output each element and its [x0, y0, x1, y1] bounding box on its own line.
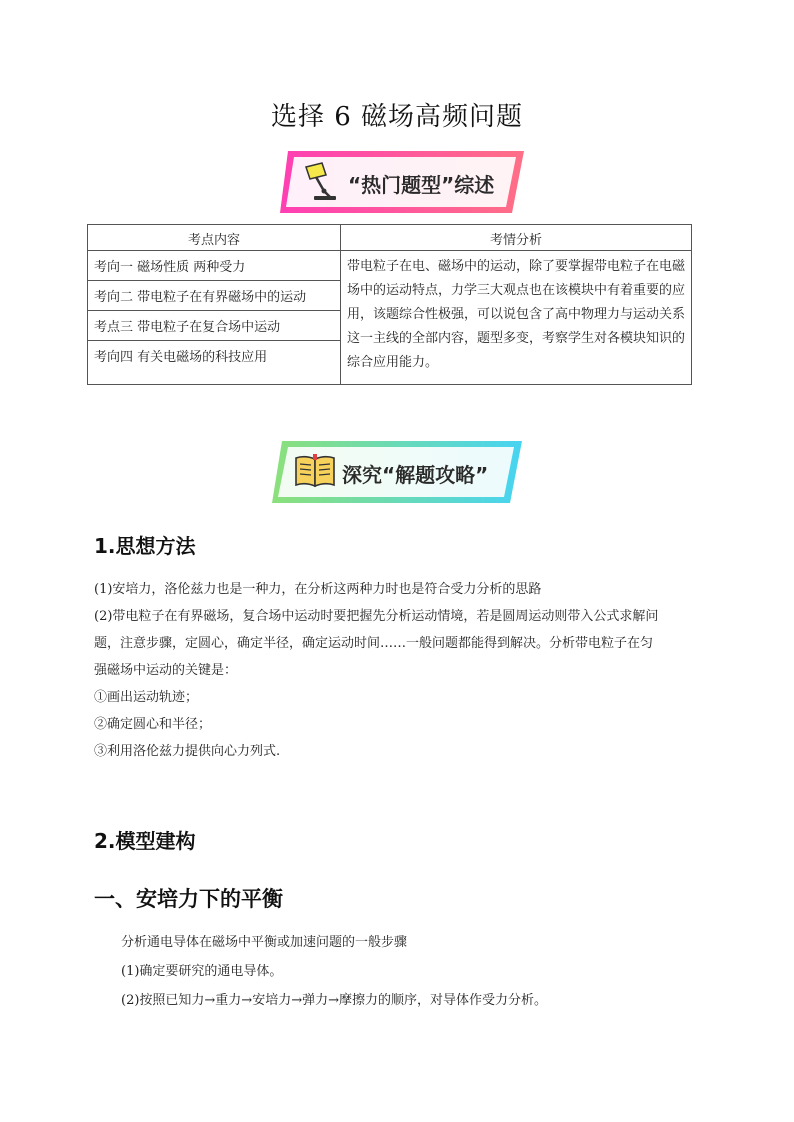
section-body	[121, 928, 706, 1015]
topic-cell: 考向四 有关电磁场的科技应用	[88, 341, 341, 385]
table-header-cell: 考点内容	[88, 225, 341, 251]
page-title: 选择 6 磁场高频问题	[270, 102, 524, 132]
table-header-cell: 考情分析	[341, 225, 692, 251]
banner-label: “热门题型”综述	[348, 173, 495, 197]
section-heading: 2.模型建构	[94, 829, 196, 853]
banner-label: 深究“解题攻略”	[342, 463, 489, 487]
strategy-banner	[272, 441, 522, 503]
text-line: ①画出运动轨迹；	[94, 690, 199, 705]
section-heading: 一、安培力下的平衡	[94, 887, 283, 911]
text-line: (1)确定要研究的通电导体。	[121, 964, 283, 979]
text-line: ②确定圆心和半径；	[94, 717, 212, 732]
table-row	[88, 251, 692, 281]
topic-cell: 考向一 磁场性质 两种受力	[88, 251, 341, 281]
hot-topics-banner	[280, 151, 524, 213]
topics-table	[87, 224, 692, 385]
text-line: 分析通电导体在磁场中平衡或加速问题的一般步骤	[121, 935, 408, 950]
topic-cell: 考点三 带电粒子在复合场中运动	[88, 311, 341, 341]
section-heading: 1.思想方法	[94, 534, 196, 558]
analysis-cell: 带电粒子在电、磁场中的运动，除了要掌握带电粒子在电磁场中的运动特点，力学三大观点也在该模块中有着重要的应用，该题综合性极强，可以说包含了高中物理力与运动关系这一主线的全部内容，题型多变，考察学生对各模块知识的综合应用能力。	[341, 251, 692, 385]
text-line: (2)按照已知力→重力→安培力→弹力→摩擦力的顺序，对导体作受力分析。	[121, 993, 547, 1008]
desk-lamp-icon	[300, 161, 340, 203]
open-book-icon	[294, 454, 336, 488]
topic-cell: 考向二 带电粒子在有界磁场中的运动	[88, 281, 341, 311]
text-line: 题，注意步骤，定圆心，确定半径，确定运动时间……一般问题都能得到解决。分析带电粒子在匀	[94, 636, 654, 651]
text-line: (2)带电粒子在有界磁场，复合场中运动时要把握先分析运动情境，若是圆周运动则带入公式求解问	[94, 609, 659, 624]
text-line: (1)安培力，洛伦兹力也是一种力，在分析这两种力时也是符合受力分析的思路	[94, 582, 542, 597]
text-line: ③利用洛伦兹力提供向心力列式.	[94, 744, 281, 759]
section-body	[94, 576, 706, 765]
table-header-row	[88, 225, 692, 251]
text-line: 强磁场中运动的关键是：	[94, 663, 238, 678]
